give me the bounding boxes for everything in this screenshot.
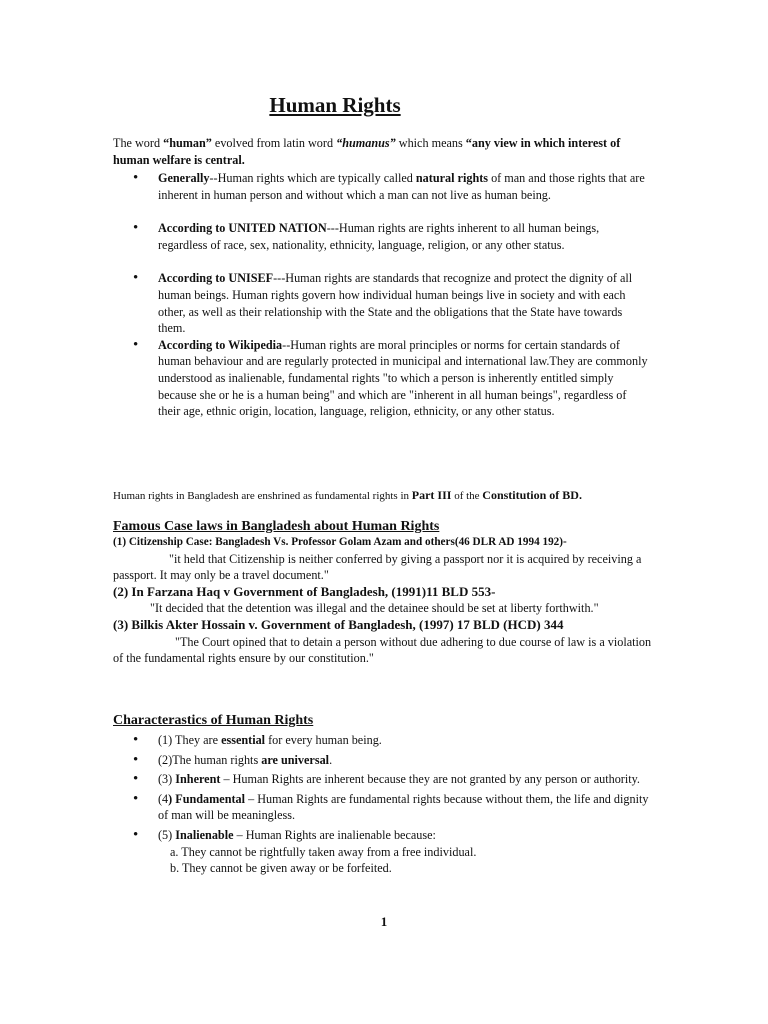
sub-item: b. They cannot be given away or be forfeited. — [170, 861, 392, 876]
char-text: (1) They are — [158, 733, 222, 747]
intro-text-2: evolved from latin word — [211, 136, 337, 150]
char-bold: Inherent — [175, 772, 221, 787]
sub-item: a. They cannot be rightfully taken away from a free individual. — [170, 844, 477, 859]
characteristics-heading: Characterastics of Human Rights — [113, 713, 314, 728]
note-text: of the — [451, 490, 483, 502]
intro-paragraph — [113, 135, 643, 168]
char-bold: essential — [221, 733, 266, 747]
intro-bold-meaning: “any view in which interest of human welfare is central. — [113, 136, 621, 167]
char-text: (3) — [158, 772, 176, 787]
char-text: – Human Rights are inalienable because: — [233, 827, 436, 842]
characteristic-item — [113, 791, 658, 824]
case-quote: "It decided that the detention was illegal and the detainee should be set at liberty forthwith." — [150, 601, 599, 616]
definition-bold: natural rights — [415, 171, 489, 185]
definition-item-wikipedia — [113, 337, 648, 420]
case-laws — [113, 534, 658, 667]
char-bold: are universal — [261, 752, 330, 767]
char-text: – Human Rights are inherent because they are not granted by any person or authority. — [220, 772, 640, 787]
case-quote: "The Court opined that to detain a person without due adhering to due course of law is a violation of the fundamental rights ensure by our constitution." — [113, 634, 652, 666]
intro-text-1: The word — [113, 136, 164, 150]
definition-text: ---Human rights are standards that recognize and protect the dignity of all human beings. Human rights govern how individual human beings live in society and with each other, as well as their relationship with the State and the obligations that the State have towards them. — [158, 271, 633, 336]
note-bold-part: Part III — [411, 488, 452, 502]
char-text: (4 — [158, 791, 169, 806]
intro-italic-humanus: “humanus” — [336, 136, 396, 150]
note-text: Human rights in Bangladesh are enshrined as fundamental rights in — [113, 490, 412, 502]
char-bold: ) Fundamental — [168, 791, 246, 806]
definition-text: ---Human rights are rights inherent to all human beings, regardless of race, sex, nationality, ethnicity, language, religion, or any other status. — [158, 221, 600, 252]
sub-list — [158, 844, 658, 877]
char-text: (5) — [158, 827, 176, 842]
definition-item-un — [113, 220, 648, 253]
definition-label: According to UNITED NATION — [158, 221, 327, 236]
characteristic-item — [113, 732, 658, 749]
case-title: (1) Citizenship Case: Bangladesh Vs. Professor Golam Azam and others(46 DLR AD 1994 192)- — [113, 536, 567, 548]
char-text: – Human Rights are fundamental rights because without them, the life and dignity of man will be meaningless. — [158, 791, 649, 823]
char-text: . — [329, 752, 333, 767]
char-text: for every human being. — [265, 733, 382, 747]
page-number: 1 — [380, 914, 388, 929]
bangladesh-note — [113, 487, 673, 505]
case-title: (2) In Farzana Haq v Government of Bangladesh, (1991)11 BLD 553- — [113, 583, 496, 599]
cases-heading: Famous Case laws in Bangladesh about Human Rights — [113, 519, 440, 534]
definition-text: --Human rights are moral principles or norms for certain standards of human behaviour and are regularly protected in municipal and international law.They are commonly understood as inalienable, fundamental rights "to which a person is inherently entitled simply because she or he is a human being" and which are "inherent in all human beings", regardless of their age, ethnic origin, location, language, religion, ethnicity, or any other status. — [158, 337, 648, 419]
intro-bold-human: “human” — [163, 136, 212, 150]
definition-label: According to UNISEF — [158, 271, 274, 286]
definition-text: --Human rights which are typically called — [209, 171, 416, 185]
case-title: (3) Bilkis Akter Hossain v. Government of Bangladesh, (1997) 17 BLD (HCD) 344 — [113, 616, 564, 632]
page-title: Human Rights — [269, 93, 401, 117]
note-bold-constitution: Constitution of BD. — [482, 488, 582, 502]
definition-item-unisef — [113, 270, 648, 336]
char-text: (2)The human rights — [158, 752, 262, 767]
definition-text: of man and those rights that are inherent in human person and without which a man can not live as human being. — [158, 171, 645, 202]
characteristics-list — [113, 732, 658, 877]
definition-item-generally — [113, 170, 648, 203]
case-quote: "it held that Citizenship is neither conferred by giving a passport nor it is acquired by receiving a passport. It may only be a travel document." — [113, 551, 642, 583]
definition-label: According to Wikipedia — [158, 337, 283, 352]
characteristic-item — [113, 752, 658, 769]
definition-label: Generally — [158, 171, 210, 185]
char-bold: Inalienable — [175, 827, 234, 842]
characteristic-item — [113, 827, 658, 877]
definitions-list — [113, 170, 648, 420]
intro-text-3: which means — [395, 136, 466, 150]
characteristic-item — [113, 771, 658, 788]
